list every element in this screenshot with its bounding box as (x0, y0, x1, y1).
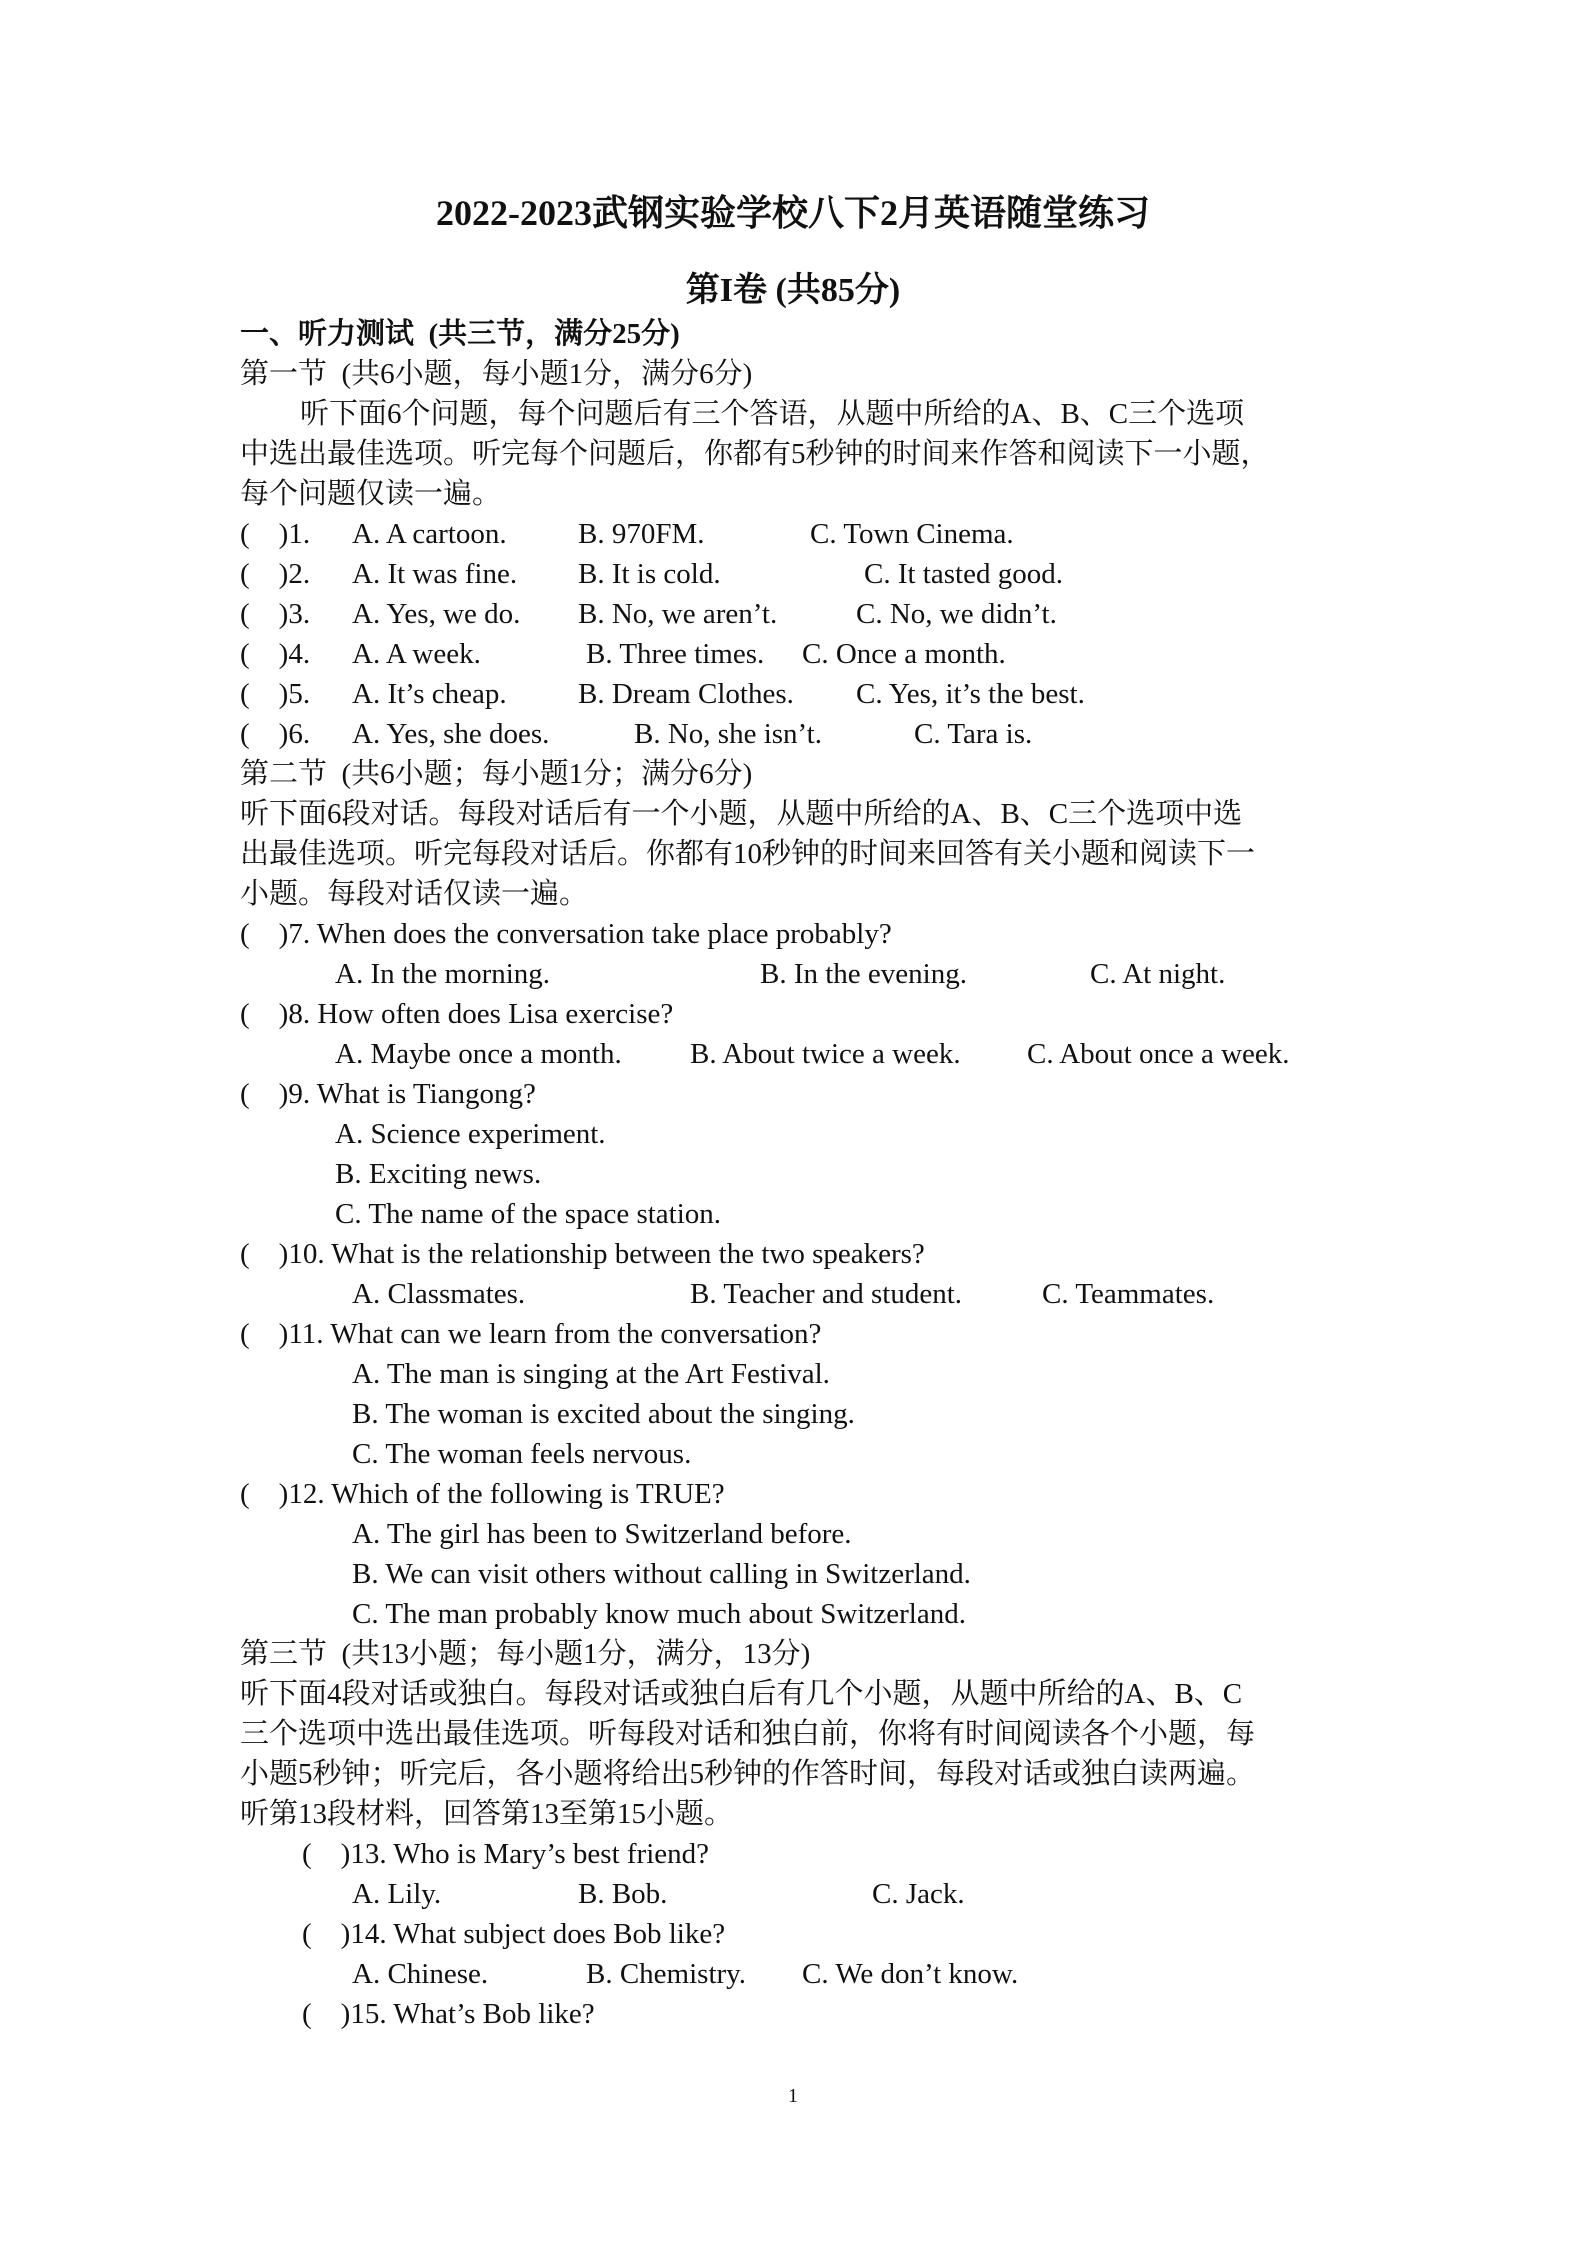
option-a: A. Chinese. (352, 1958, 489, 1990)
option-b: B. Exciting news. (335, 1158, 542, 1190)
option-c: C. No, we didn’t. (856, 598, 1057, 630)
section3-heading: 第三节 (共13小题；每小题1分，满分，13分) (240, 1638, 811, 1670)
question-14-options (240, 1954, 1350, 1994)
question-number: ( )4. (240, 638, 311, 670)
question-number: ( )2. (240, 558, 311, 590)
question-8-options (240, 1034, 1350, 1074)
option-b: B. Dream Clothes. (578, 678, 794, 710)
question-6 (240, 714, 1350, 754)
option-b: B. We can visit others without calling in Switzerland. (352, 1558, 971, 1590)
option-b: B. In the evening. (760, 958, 967, 990)
option-b: B. About twice a week. (690, 1038, 961, 1070)
question-2 (240, 554, 1350, 594)
section1-heading: 第一节 (共6小题，每小题1分，满分6分) (240, 358, 753, 390)
option-c: C. Town Cinema. (810, 518, 1014, 550)
section2-instruction-line: 小题。每段对话仅读一遍。 (240, 878, 589, 910)
option-a: A. It was fine. (352, 558, 518, 590)
section3-instruction-line: 三个选项中选出最佳选项。听每段对话和独白前，你将有时间阅读各个小题，每 (240, 1718, 1256, 1750)
question-15-stem: ( )15. What’s Bob like? (302, 1998, 595, 2030)
option-c: C. About once a week. (1027, 1038, 1290, 1070)
exam-content (240, 314, 1350, 2034)
option-b: B. Bob. (578, 1878, 668, 1910)
question-number: ( )6. (240, 718, 311, 750)
option-c: C. Once a month. (802, 638, 1006, 670)
section1-instruction-line: 听下面6个问题，每个问题后有三个答语，从题中所给的A、B、C三个选项 (300, 398, 1245, 430)
option-c: C. Tara is. (914, 718, 1033, 750)
question-8-stem: ( )8. How often does Lisa exercise? (240, 998, 674, 1030)
section1-instruction-line: 每个问题仅读一遍。 (240, 478, 502, 510)
option-c: C. At night. (1090, 958, 1226, 990)
question-7-options (240, 954, 1350, 994)
option-b: B. Teacher and student. (690, 1278, 963, 1310)
question-13-options (240, 1874, 1350, 1914)
option-b: B. It is cold. (578, 558, 721, 590)
option-a: A. In the morning. (335, 958, 551, 990)
option-c: C. The name of the space station. (335, 1198, 722, 1230)
page-number: 1 (788, 2085, 798, 2107)
question-7-stem: ( )7. When does the conversation take place probably? (240, 918, 892, 950)
section1-instruction-line: 中选出最佳选项。听完每个问题后，你都有5秒钟的时间来作答和阅读下一小题， (240, 438, 1270, 470)
question-3 (240, 594, 1350, 634)
option-c: C. Teammates. (1042, 1278, 1215, 1310)
option-c: C. We don’t know. (802, 1958, 1019, 1990)
option-c: C. The woman feels nervous. (352, 1438, 692, 1470)
option-b: B. No, she isn’t. (634, 718, 822, 750)
option-c: C. Jack. (872, 1878, 965, 1910)
option-c: C. It tasted good. (864, 558, 1063, 590)
section2-instruction-line: 出最佳选项。听完每段对话后。你都有10秒钟的时间来回答有关小题和阅读下一 (240, 838, 1256, 870)
question-14-stem: ( )14. What subject does Bob like? (302, 1918, 726, 1950)
option-a: A. Classmates. (352, 1278, 526, 1310)
option-b: B. Three times. (586, 638, 765, 670)
question-number: ( )3. (240, 598, 311, 630)
option-a: A. Science experiment. (335, 1118, 606, 1150)
question-number: ( )5. (240, 678, 311, 710)
option-b: B. The woman is excited about the singing. (352, 1398, 855, 1430)
option-a: A. Maybe once a month. (335, 1038, 622, 1070)
paper-subtitle: 第I卷 (共85分) (685, 272, 901, 309)
page-title: 2022-2023武钢实验学校八下2月英语随堂练习 (436, 193, 1150, 233)
question-10-stem: ( )10. What is the relationship between the two speakers? (240, 1238, 925, 1270)
option-c: C. Yes, it’s the best. (856, 678, 1085, 710)
part1-heading: 一、听力测试 (共三节，满分25分) (240, 318, 680, 350)
option-b: B. Chemistry. (586, 1958, 747, 1990)
option-a: A. The man is singing at the Art Festival. (352, 1358, 830, 1390)
option-a: A. A cartoon. (352, 518, 507, 550)
question-5 (240, 674, 1350, 714)
section3-instruction-line: 听下面4段对话或独白。每段对话或独白后有几个小题，从题中所给的A、B、C (240, 1678, 1243, 1710)
question-9-stem: ( )9. What is Tiangong? (240, 1078, 536, 1110)
option-b: B. 970FM. (578, 518, 705, 550)
option-a: A. It’s cheap. (352, 678, 507, 710)
question-4 (240, 634, 1350, 674)
section2-heading: 第二节 (共6小题；每小题1分；满分6分) (240, 758, 753, 790)
section3-instruction-line: 听第13段材料，回答第13至第15小题。 (240, 1798, 734, 1830)
option-a: A. Yes, we do. (352, 598, 521, 630)
question-12-stem: ( )12. Which of the following is TRUE? (240, 1478, 725, 1510)
option-c: C. The man probably know much about Switzerland. (352, 1598, 966, 1630)
question-11-stem: ( )11. What can we learn from the conversation? (240, 1318, 822, 1350)
option-a: A. A week. (352, 638, 481, 670)
option-b: B. No, we aren’t. (578, 598, 778, 630)
section3-instruction-line: 小题5秒钟；听完后，各小题将给出5秒钟的作答时间，每段对话或独白读两遍。 (240, 1758, 1256, 1790)
question-number: ( )1. (240, 518, 311, 550)
option-a: A. The girl has been to Switzerland before. (352, 1518, 852, 1550)
option-a: A. Lily. (352, 1878, 442, 1910)
section2-instruction-line: 听下面6段对话。每段对话后有一个小题，从题中所给的A、B、C三个选项中选 (240, 798, 1243, 830)
question-10-options (240, 1274, 1350, 1314)
question-1 (240, 514, 1350, 554)
question-13-stem: ( )13. Who is Mary’s best friend? (302, 1838, 709, 1870)
option-a: A. Yes, she does. (352, 718, 550, 750)
